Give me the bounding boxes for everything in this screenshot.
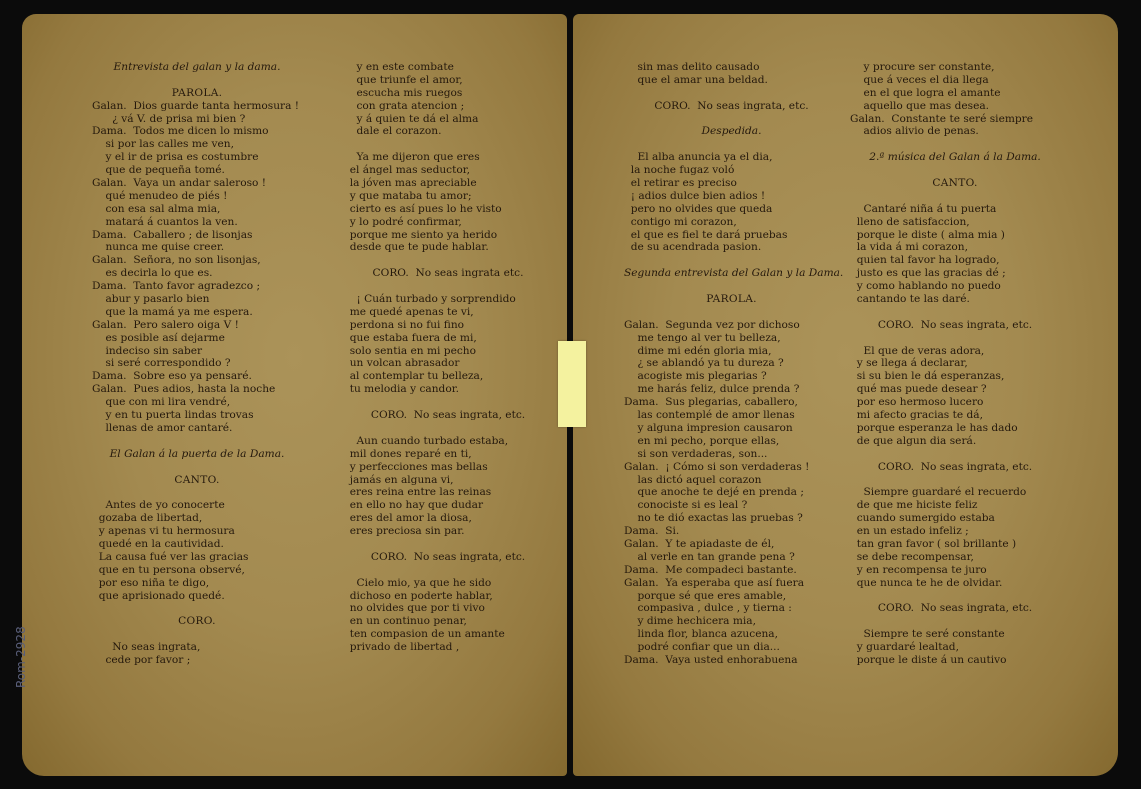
text-line: Ya me dijeron que eres <box>343 151 480 164</box>
text-line: con esa sal alma mia, <box>92 202 221 215</box>
text-line: gozaba de libertad, <box>92 512 203 525</box>
text-line: justo es que las gracias dé ; <box>850 267 1006 280</box>
text-line: Galan. Y te apiadaste de él, <box>624 537 775 550</box>
text-line: porque le diste ( alma mia ) <box>850 228 1005 241</box>
text-line <box>850 474 1060 487</box>
text-line <box>850 615 1060 628</box>
text-line <box>850 590 1060 603</box>
text-line: ¿ se ablandó ya tu dureza ? <box>624 357 784 370</box>
text-line: con grata atencion ; <box>343 99 465 112</box>
text-line <box>343 396 553 409</box>
text-line: 2.ª música del Galan á la Dama. <box>869 151 1041 164</box>
text-line: por eso niña te digo, <box>92 576 210 589</box>
text-line: si seré correspondido ? <box>92 357 231 370</box>
text-line: en ello no hay que dudar <box>343 499 484 512</box>
text-line: qué mas puede desear ? <box>850 383 987 396</box>
text-line: al verle en tan grande pena ? <box>624 550 795 563</box>
text-line: y que mataba tu amor; <box>343 189 472 202</box>
text-line: dale el corazon. <box>343 125 442 138</box>
text-line <box>850 138 1060 151</box>
text-line: y dime hechicera mia, <box>624 615 756 628</box>
text-line: por eso hermoso lucero <box>850 396 984 409</box>
text-line: si su bien le dá esperanzas, <box>850 370 1005 383</box>
text-line: Galan. Dios guarde tanta hermosura ! <box>92 99 300 112</box>
text-column-2 <box>343 61 553 654</box>
text-line: lleno de satisfaccion, <box>850 215 970 228</box>
text-line <box>624 254 839 267</box>
text-line <box>92 602 302 615</box>
text-line <box>624 306 839 319</box>
text-line <box>343 422 553 435</box>
text-line <box>624 280 839 293</box>
text-line: y á quien te dá el alma <box>343 112 479 125</box>
text-line: Despedida. <box>701 125 762 138</box>
text-line: linda flor, blanca azucena, <box>624 628 778 641</box>
text-line: eres preciosa sin par. <box>343 525 465 538</box>
text-line: Dama. Me compadeci bastante. <box>624 563 797 576</box>
text-line: ¿ vá V. de prisa mi bien ? <box>92 112 246 125</box>
text-line: que triunfe el amor, <box>343 73 463 86</box>
text-line: al contemplar tu belleza, <box>343 370 484 383</box>
text-line: porque esperanza le has dado <box>850 421 1018 434</box>
text-line: Dama. Si. <box>624 525 680 538</box>
text-line: que anoche te dejé en prenda ; <box>624 486 804 499</box>
text-line: y apenas vi tu hermosura <box>92 525 235 538</box>
text-line: pero no olvides que queda <box>624 202 773 215</box>
text-line <box>92 435 302 448</box>
text-line: Galan. Pues adios, hasta la noche <box>92 383 276 396</box>
text-line: la noche fugaz voló <box>624 164 735 177</box>
text-line: Galan. Ya esperaba que así fuera <box>624 576 805 589</box>
text-line: eres del amor la diosa, <box>343 512 472 525</box>
text-line <box>850 164 1060 177</box>
text-line: qué menudeo de piés ! <box>92 189 228 202</box>
text-line: CORO. <box>178 615 216 628</box>
text-line: Siempre te seré constante <box>850 628 1005 641</box>
text-line: si son verdaderas, son... <box>624 447 768 460</box>
text-line: La causa fué ver las gracias <box>92 550 249 563</box>
text-line: tu melodia y candor. <box>343 383 459 396</box>
text-line: tan gran favor ( sol brillante ) <box>850 537 1017 550</box>
text-line <box>850 332 1060 345</box>
text-line <box>343 138 553 151</box>
text-line: cierto es así pues lo he visto <box>343 202 502 215</box>
text-line: las contemplé de amor llenas <box>624 409 795 422</box>
text-line <box>92 486 302 499</box>
text-line: y en tu puerta lindas trovas <box>92 409 254 422</box>
text-line: Galan. Segunda vez por dichoso <box>624 318 800 331</box>
text-line: el que es fiel te dará pruebas <box>624 228 788 241</box>
text-line: porque le diste á un cautivo <box>850 653 1007 666</box>
text-line: es posible así dejarme <box>92 331 225 344</box>
text-line: ¡ Cuán turbado y sorprendido <box>343 293 516 306</box>
text-line <box>92 74 302 87</box>
text-line: cede por favor ; <box>92 653 191 666</box>
text-line: indeciso sin saber <box>92 344 203 357</box>
text-line: ten compasion de un amante <box>343 628 505 641</box>
text-line: acogiste mis plegarias ? <box>624 370 767 383</box>
text-line: dime mi edén gloria mia, <box>624 344 772 357</box>
text-line <box>850 448 1060 461</box>
text-line: las dictó aquel corazon <box>624 473 762 486</box>
text-line: PAROLA. <box>706 293 757 306</box>
text-line: Cantaré niña á tu puerta <box>850 202 997 215</box>
text-line: contigo mi corazon, <box>624 215 737 228</box>
text-column-4 <box>850 61 1060 667</box>
text-line: que á veces el dia llega <box>850 73 989 86</box>
text-line: eres reina entre las reinas <box>343 486 492 499</box>
text-line: sin mas delito causado <box>624 61 760 73</box>
text-line: Galan. ¡ Cómo si son verdaderas ! <box>624 460 810 473</box>
text-line: Siempre guardaré el recuerdo <box>850 486 1027 499</box>
text-line: No seas ingrata, <box>92 641 201 654</box>
text-line: me harás feliz, dulce prenda ? <box>624 383 800 396</box>
text-line: que nunca te he de olvidar. <box>850 576 1003 589</box>
handwritten-note: Rom-2928 <box>14 626 28 688</box>
text-line: que la mamá ya me espera. <box>92 305 253 318</box>
text-line: que de pequeña tomé. <box>92 164 225 177</box>
text-line: en un estado infeliz ; <box>850 525 969 538</box>
text-line: y se llega á declarar, <box>850 357 968 370</box>
text-line: PAROLA. <box>171 86 223 99</box>
text-line: El alba anuncia ya el dia, <box>624 151 773 164</box>
text-line: me quedé apenas te vi, <box>343 305 474 318</box>
text-line: y perfecciones mas bellas <box>343 460 488 473</box>
text-line <box>850 190 1060 203</box>
text-line: y lo podré confirmar, <box>343 215 462 228</box>
text-line: mil dones reparé en ti, <box>343 447 472 460</box>
text-line: Antes de yo conocerte <box>92 499 225 512</box>
text-column-1 <box>92 61 302 667</box>
text-line: jamás en alguna vi, <box>343 473 454 486</box>
text-line: CANTO. <box>174 473 220 486</box>
text-line <box>624 138 839 151</box>
text-line: ¡ adios dulce bien adios ! <box>624 189 766 202</box>
text-line: nunca me quise creer. <box>92 241 225 254</box>
text-line: porque sé que eres amable, <box>624 589 787 602</box>
text-line: se debe recompensar, <box>850 550 974 563</box>
text-line: Galan. Vaya un andar saleroso ! <box>92 177 267 190</box>
text-line: compasiva , dulce , y tierna : <box>624 602 792 615</box>
text-line: CORO. No seas ingrata, etc. <box>877 460 1033 473</box>
text-line: Dama. Todos me dicen lo mismo <box>92 125 269 138</box>
text-line: Dama. Sobre eso ya pensaré. <box>92 370 252 383</box>
text-line: cantando te las daré. <box>850 293 970 306</box>
text-line: de que me hiciste feliz <box>850 499 978 512</box>
text-line: que en tu persona observé, <box>92 563 245 576</box>
text-line: CANTO. <box>932 177 978 190</box>
text-line: y en este combate <box>343 61 454 73</box>
text-line: Dama. Tanto favor agradezco ; <box>92 280 261 293</box>
text-line: Dama. Vaya usted enhorabuena <box>624 653 798 666</box>
text-line: Entrevista del galan y la dama. <box>113 61 281 73</box>
text-line: cuando sumergido estaba <box>850 512 995 525</box>
text-line: que el amar una beldad. <box>624 73 768 86</box>
text-line: un volcan abrasador <box>343 357 460 370</box>
text-line <box>624 113 839 126</box>
text-line: perdona si no fui fino <box>343 318 465 331</box>
text-line: mi afecto gracias te dá, <box>850 409 983 422</box>
text-line: en el que logra el amante <box>850 86 1001 99</box>
text-line <box>343 280 553 293</box>
text-line: llenas de amor cantaré. <box>92 421 233 434</box>
text-line: Dama. Caballero ; de lisonjas <box>92 228 253 241</box>
text-line: y alguna impresion causaron <box>624 421 793 434</box>
text-line: matará á cuantos la ven. <box>92 215 238 228</box>
text-line <box>850 306 1060 319</box>
text-line <box>343 254 553 267</box>
text-line: Aun cuando turbado estaba, <box>343 434 509 447</box>
text-line: Cielo mio, ya que he sido <box>343 576 492 589</box>
text-line: podré confiar que un dia... <box>624 641 780 654</box>
text-line: de que algun dia será. <box>850 434 977 447</box>
text-line: CORO. No seas ingrata, etc. <box>370 550 526 563</box>
text-line: CORO. No seas ingrata, etc. <box>370 409 526 422</box>
text-line: y el ir de prisa es costumbre <box>92 151 259 164</box>
text-line: no olvides que por ti vivo <box>343 602 485 615</box>
sticky-note <box>558 341 586 427</box>
text-line: solo sentia en mi pecho <box>343 344 476 357</box>
text-line: si por las calles me ven, <box>92 138 234 151</box>
text-line: adios alivio de penas. <box>850 125 979 138</box>
text-line: CORO. No seas ingrata, etc. <box>877 318 1033 331</box>
text-line: El Galan á la puerta de la Dama. <box>109 447 285 460</box>
text-line: CORO. No seas ingrata, etc. <box>654 99 809 112</box>
text-line <box>343 564 553 577</box>
text-line: abur y pasarlo bien <box>92 293 210 306</box>
text-line: el retirar es preciso <box>624 177 737 190</box>
text-line: y como hablando no puedo <box>850 280 1001 293</box>
text-line: Segunda entrevista del Galan y la Dama. <box>624 267 844 280</box>
text-line: es decirla lo que es. <box>92 267 213 280</box>
text-line: dichoso en poderte hablar, <box>343 589 493 602</box>
text-line: desde que te pude hablar. <box>343 241 489 254</box>
text-line: en un continuo penar, <box>343 615 467 628</box>
text-line: Dama. Sus plegarias, caballero, <box>624 396 798 409</box>
text-line: y en recompensa te juro <box>850 563 987 576</box>
text-line: y guardaré lealtad, <box>850 641 959 654</box>
text-line: Galan. Pero salero oiga V ! <box>92 318 239 331</box>
text-line: escucha mis ruegos <box>343 86 463 99</box>
text-line: CORO. No seas ingrata, etc. <box>877 602 1033 615</box>
text-line: el ángel mas seductor, <box>343 164 471 177</box>
text-line <box>92 461 302 474</box>
text-line: en mi pecho, porque ellas, <box>624 434 780 447</box>
text-line: de su acendrada pasion. <box>624 241 762 254</box>
text-line: que aprisionado quedé. <box>92 589 225 602</box>
text-line: la vida á mi corazon, <box>850 241 968 254</box>
text-line: no te dió exactas las pruebas ? <box>624 512 803 525</box>
text-line <box>624 87 839 100</box>
text-line: privado de libertad , <box>343 641 460 654</box>
text-line: que con mi lira vendré, <box>92 396 231 409</box>
text-line: me tengo al ver tu belleza, <box>624 331 781 344</box>
text-line: la jóven mas apreciable <box>343 177 477 190</box>
text-line: CORO. No seas ingrata etc. <box>372 267 524 280</box>
text-line: Galan. Señora, no son lisonjas, <box>92 254 261 267</box>
text-line <box>343 538 553 551</box>
text-column-3 <box>624 61 844 667</box>
text-line: quedé en la cautividad. <box>92 537 224 550</box>
text-line: porque me siento ya herido <box>343 228 498 241</box>
text-line: que estaba fuera de mi, <box>343 331 477 344</box>
text-line: quien tal favor ha logrado, <box>850 254 1000 267</box>
text-line: El que de veras adora, <box>850 344 985 357</box>
text-line: conociste si es leal ? <box>624 499 748 512</box>
text-line <box>92 628 302 641</box>
text-line: aquello que mas desea. <box>850 99 990 112</box>
text-line: Galan. Constante te seré siempre <box>850 112 1033 125</box>
text-line: y procure ser constante, <box>850 61 995 73</box>
